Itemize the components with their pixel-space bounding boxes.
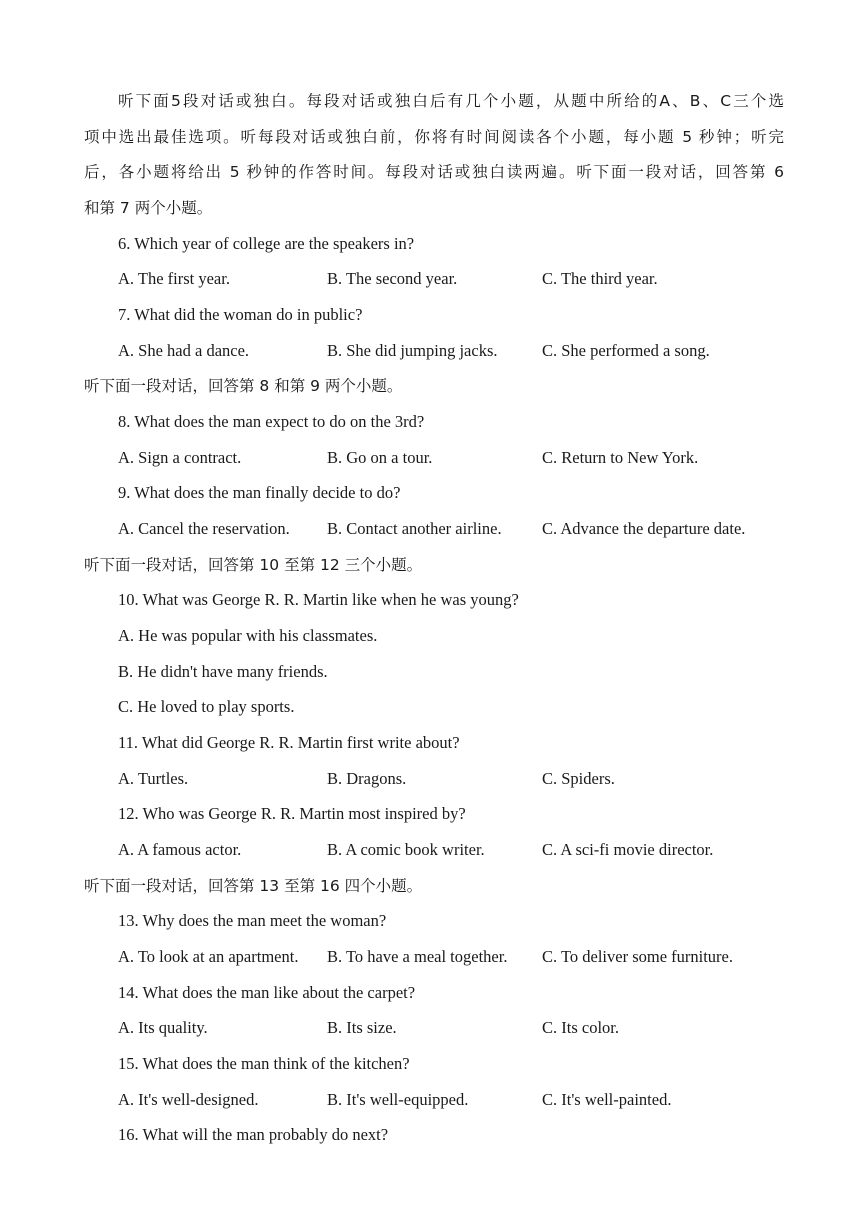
question-14-stem: 14. What does the man like about the carpet? (118, 983, 416, 1002)
question-13-option-c: C. To deliver some furniture. (542, 947, 733, 966)
question-15-option-c: C. It's well-painted. (542, 1090, 672, 1109)
question-14-option-a: A. Its quality. (118, 1018, 208, 1037)
question-15-option-a: A. It's well-designed. (118, 1090, 259, 1109)
question-10-option-b: B. He didn't have many friends. (118, 662, 328, 681)
question-8-option-a: A. Sign a contract. (118, 448, 242, 467)
question-14-option-c: C. Its color. (542, 1018, 619, 1037)
question-13-stem: 13. Why does the man meet the woman? (118, 911, 387, 930)
question-6-option-c: C. The third year. (542, 269, 658, 288)
question-12-option-c: C. A sci-fi movie director. (542, 840, 714, 859)
question-7-option-c: C. She performed a song. (542, 341, 710, 360)
question-11-option-c: C. Spiders. (542, 769, 615, 788)
question-14-option-b: B. Its size. (327, 1018, 397, 1037)
question-6-stem: 6. Which year of college are the speakers in? (118, 234, 415, 253)
question-12-option-b: B. A comic book writer. (327, 840, 485, 859)
question-10-stem: 10. What was George R. R. Martin like when he was young? (118, 590, 519, 609)
question-8-option-c: C. Return to New York. (542, 448, 699, 467)
question-8-stem: 8. What does the man expect to do on the 3rd? (118, 412, 425, 431)
question-9-option-a: A. Cancel the reservation. (118, 519, 290, 538)
question-12-stem: 12. Who was George R. R. Martin most inspired by? (118, 804, 466, 823)
question-15-option-b: B. It's well-equipped. (327, 1090, 469, 1109)
question-9-option-b: B. Contact another airline. (327, 519, 502, 538)
intro-line-4: 和第 7 两个小题。 (84, 199, 213, 217)
question-9-option-c: C. Advance the departure date. (542, 519, 746, 538)
question-11-option-a: A. Turtles. (118, 769, 189, 788)
section-heading-8-9: 听下面一段对话，回答第 8 和第 9 两个小题。 (84, 377, 403, 395)
question-7-option-a: A. She had a dance. (118, 341, 250, 360)
question-15-stem: 15. What does the man think of the kitchen? (118, 1054, 410, 1073)
question-11-stem: 11. What did George R. R. Martin first write about? (118, 733, 460, 752)
question-10-option-c: C. He loved to play sports. (118, 697, 295, 716)
question-8-option-b: B. Go on a tour. (327, 448, 433, 467)
question-10-option-a: A. He was popular with his classmates. (118, 626, 378, 645)
question-6-option-a: A. The first year. (118, 269, 230, 288)
question-7-stem: 7. What did the woman do in public? (118, 305, 363, 324)
section-heading-13-16: 听下面一段对话，回答第 13 至第 16 四个小题。 (84, 877, 423, 895)
question-7-option-b: B. She did jumping jacks. (327, 341, 498, 360)
question-12-option-a: A. A famous actor. (118, 840, 242, 859)
question-13-option-b: B. To have a meal together. (327, 947, 508, 966)
intro-line-1: 听下面5段对话或独白。每段对话或独白后有几个小题，从题中所给的A、B、C三个选 (118, 92, 784, 110)
question-6-option-b: B. The second year. (327, 269, 458, 288)
question-11-option-b: B. Dragons. (327, 769, 407, 788)
section-heading-10-12: 听下面一段对话，回答第 10 至第 12 三个小题。 (84, 556, 423, 574)
intro-line-2: 项中选出最佳选项。听每段对话或独白前，你将有时间阅读各个小题，每小题 5 秒钟；听完 (84, 128, 784, 146)
question-9-stem: 9. What does the man finally decide to do? (118, 483, 401, 502)
question-16-stem: 16. What will the man probably do next? (118, 1125, 389, 1144)
intro-line-3: 后，各小题将给出 5 秒钟的作答时间。每段对话或独白读两遍。听下面一段对话，回答第 6 (84, 163, 784, 181)
question-13-option-a: A. To look at an apartment. (118, 947, 299, 966)
